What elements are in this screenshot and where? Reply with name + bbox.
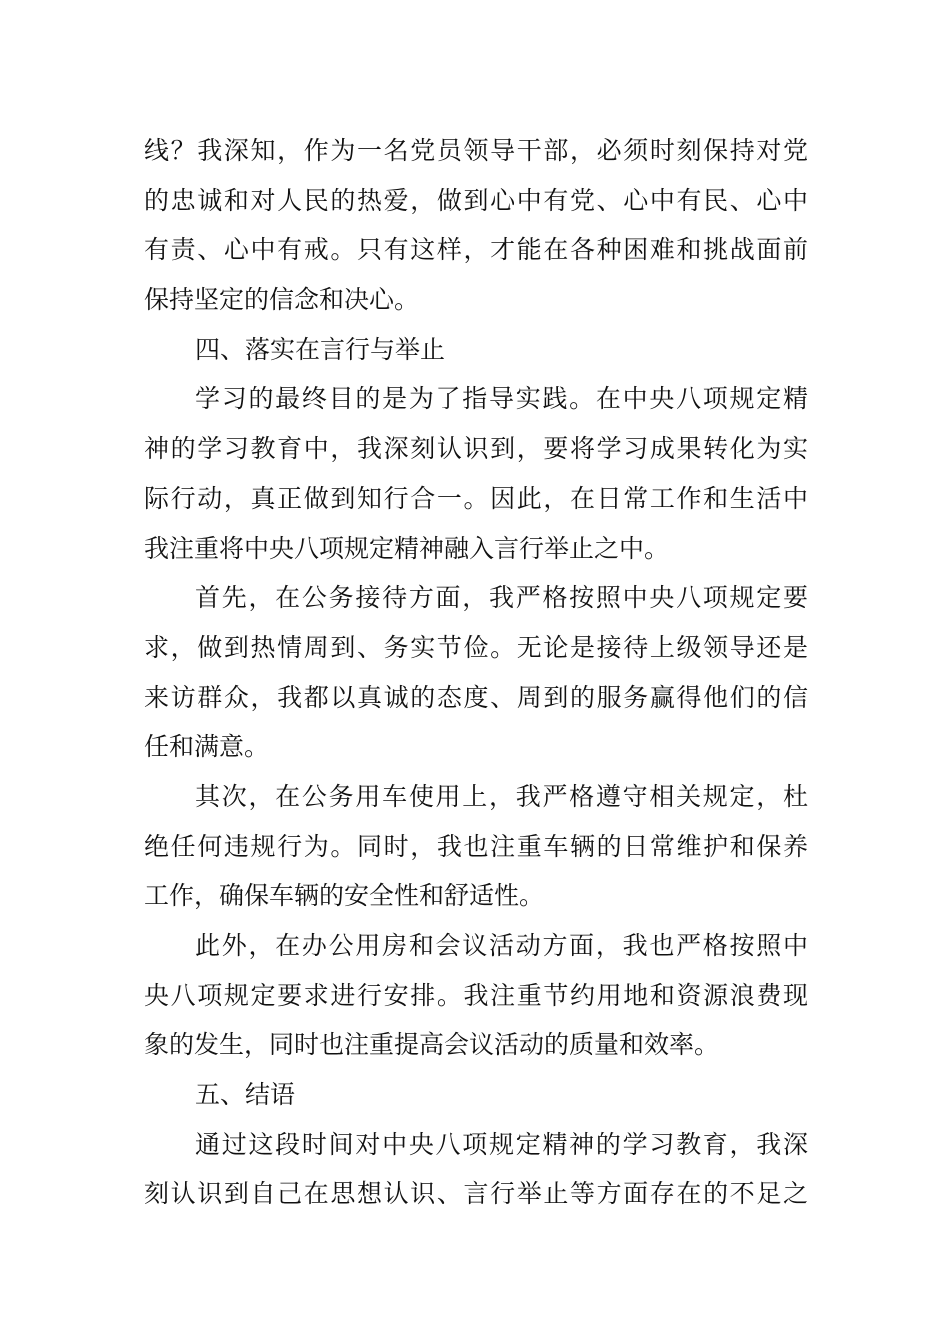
text-line: 象的发生，同时也注重提高会议活动的质量和效率。	[144, 1030, 720, 1060]
section-heading-5: 五、结语	[195, 1080, 296, 1110]
document-body	[144, 126, 808, 1219]
text-line: 际行动，真正做到知行合一。因此，在日常工作和生活中	[144, 483, 808, 513]
text-line: 刻认识到自己在思想认识、言行举止等方面存在的不足之	[144, 1179, 808, 1209]
text-line: 线？我深知，作为一名党员领导干部，必须时刻保持对党	[144, 136, 808, 165]
text-line: 有责、心中有戒。只有这样，才能在各种困难和挑战面前	[144, 235, 808, 265]
text-line: 来访群众，我都以真诚的态度、周到的服务赢得他们的信	[144, 682, 808, 712]
text-line: 神的学习教育中，我深刻认识到，要将学习成果转化为实	[144, 434, 808, 464]
text-line: 求，做到热情周到、务实节俭。无论是接待上级领导还是	[144, 632, 808, 662]
text-line: 保持坚定的信念和决心。	[144, 285, 420, 315]
text-line: 学习的最终目的是为了指导实践。在中央八项规定精	[195, 384, 808, 414]
text-line: 任和满意。	[144, 732, 270, 762]
text-line: 央八项规定要求进行安排。我注重节约用地和资源浪费现	[144, 980, 808, 1010]
text-line: 首先，在公务接待方面，我严格按照中央八项规定要	[195, 583, 808, 613]
text-line: 其次，在公务用车使用上，我严格遵守相关规定，杜	[195, 781, 808, 811]
text-line: 绝任何违规行为。同时，我也注重车辆的日常维护和保养	[144, 831, 808, 861]
text-line: 此外，在办公用房和会议活动方面，我也严格按照中	[195, 931, 808, 960]
text-line: 的忠诚和对人民的热爱，做到心中有党、心中有民、心中	[144, 185, 808, 215]
text-line: 我注重将中央八项规定精神融入言行举止之中。	[144, 533, 670, 563]
text-line: 通过这段时间对中央八项规定精神的学习教育，我深	[195, 1129, 808, 1159]
section-heading-4: 四、落实在言行与举止	[195, 334, 446, 364]
text-line: 工作，确保车辆的安全性和舒适性。	[144, 881, 545, 911]
